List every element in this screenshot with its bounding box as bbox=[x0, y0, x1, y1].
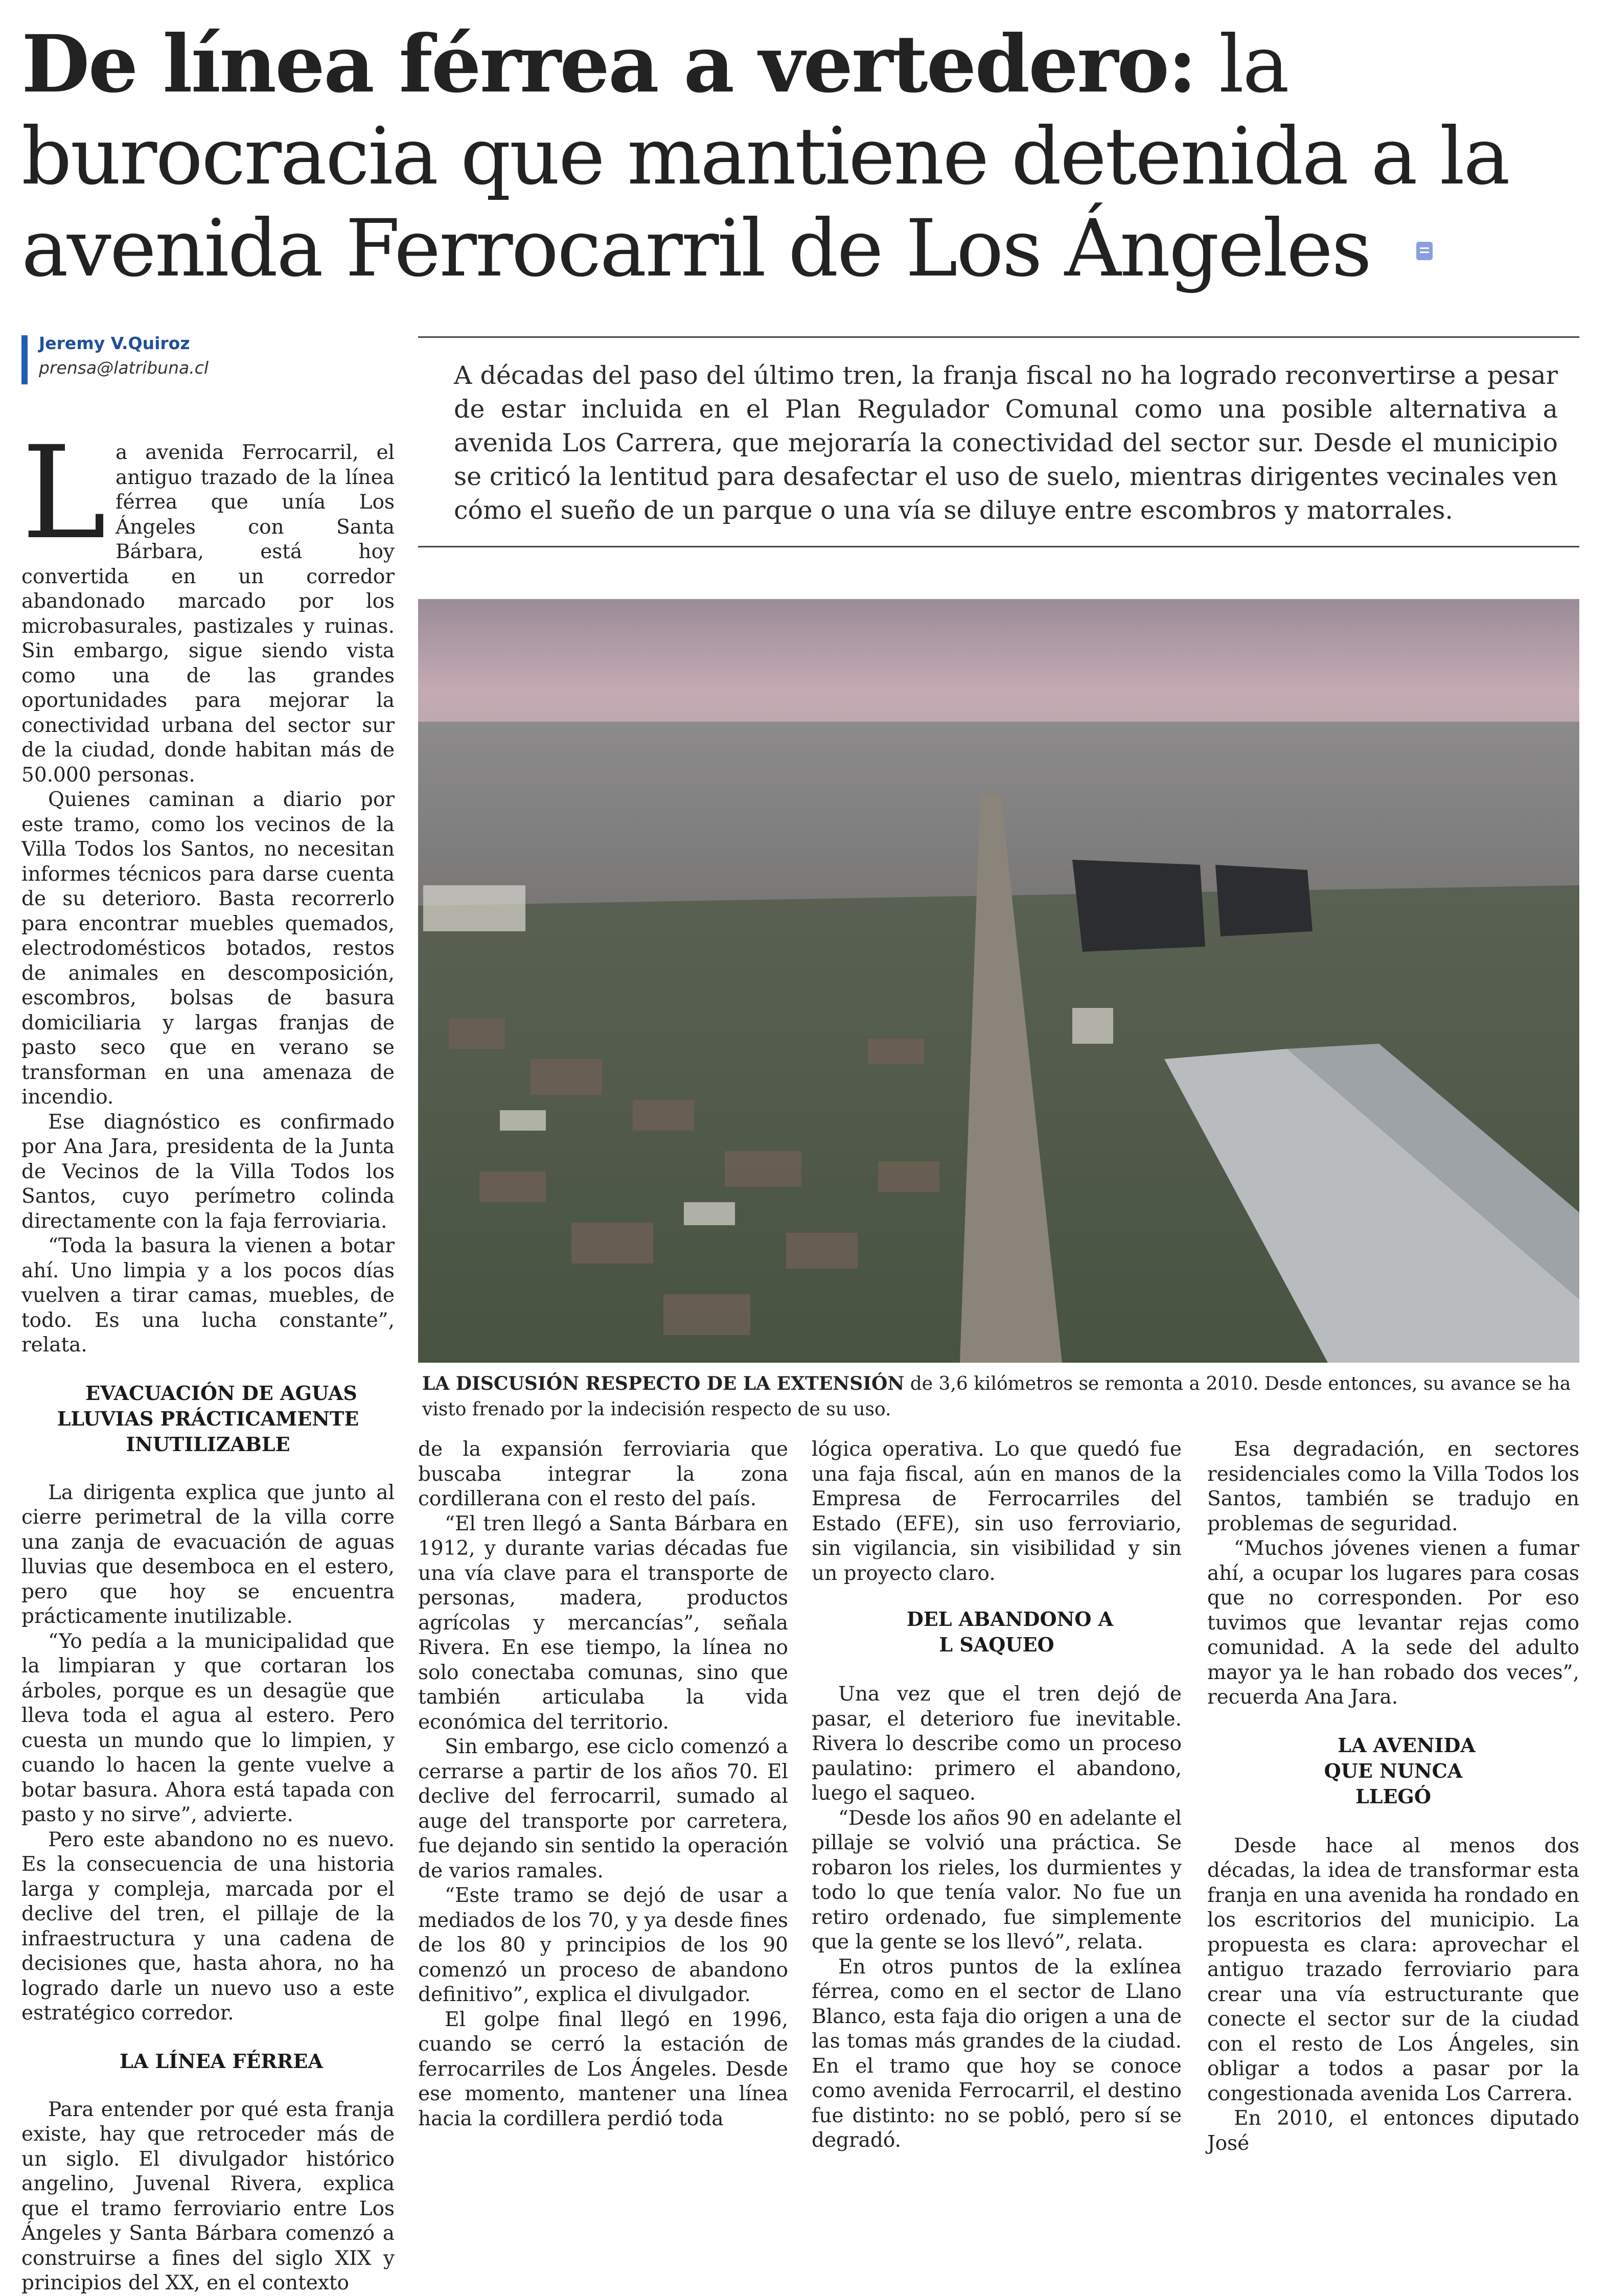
headline-bold: De línea férrea a vertedero: bbox=[21, 18, 1195, 110]
subhead: DEL ABANDONO A L SAQUEO bbox=[906, 1608, 1114, 1656]
deck-rule-bottom bbox=[418, 546, 1579, 547]
author-name: Jeremy V.Quiroz bbox=[39, 333, 190, 353]
subhead: LA LÍNEA FÉRREA bbox=[120, 2049, 323, 2073]
aerial-photo bbox=[418, 599, 1579, 1363]
caption-lead: LA DISCUSIÓN RESPECTO DE LA EXTENSIÓN bbox=[422, 1373, 905, 1394]
paragraph: En 2010, el entonces diputado José bbox=[1207, 2107, 1579, 2155]
photo-caption bbox=[422, 1371, 1579, 1422]
subhead: LA AVENIDA QUE NUNCA LLEGÓ bbox=[1324, 1733, 1476, 1808]
drop-cap: L bbox=[21, 419, 107, 567]
paragraph: La dirigenta explica que junto al cierre perimetral de la villa corre una zanja de evacuación de aguas lluvias que desemboca en el estero, pero que hoy se encuentra prácticamente inutilizable. bbox=[21, 1481, 395, 1628]
author-email[interactable]: prensa@latribuna.cl bbox=[39, 358, 209, 378]
paragraph: El golpe final llegó en 1996, cuando se cerró la estación de ferrocarriles de Los Ángeles. Desde ese momento, mantener una línea hacia la cordillera perdió toda bbox=[418, 2008, 788, 2130]
paragraph: Para entender por qué esta franja existe, hay que retroceder más de un siglo. El divulgador histórico angelino, Juvenal Rivera, explica que el tramo ferroviario entre Los Ángeles y Santa Bárbara comenzó a construirse a fines del siglo XIX y principios del XX, en el contexto bbox=[21, 2098, 395, 2294]
paragraph: de la expansión ferroviaria que buscaba integrar la zona cordillerana con el resto del país. bbox=[418, 1438, 788, 1510]
lead-paragraph: La avenida Ferrocarril, el antiguo trazado de la línea férrea que unía Los Ángeles con Santa Bárbara, está hoy convertida en un corredor abandonado marcado por los microbasurales, pastizales y ruinas. Sin embargo, sigue siendo vista como una de las grandes oportunidades para mejorar la conectividad urbana del sector sur de la ciudad, donde habitan más de 50.000 personas. bbox=[21, 419, 395, 787]
paragraph: Quienes caminan a diario por este tramo, como los vecinos de la Villa Todos los Santos, no necesitan informes técnicos para darse cuenta de su deterioro. Basta recorrerlo para encontrar muebles quemados, electrodomésticos botados, restos de animales en descomposición, escombros, bolsas de basura domiciliaria y largas franjas de pasto seco que en verano se transforman en una amenaza de incendio. bbox=[21, 788, 395, 1109]
paragraph: Esa degradación, en sectores residenciales como la Villa Todos los Santos, también se tradujo en problemas de seguridad. bbox=[1207, 1438, 1579, 1535]
paragraph: lógica operativa. Lo que quedó fue una faja fiscal, aún en manos de la Empresa de Ferrocarriles del Estado (EFE), sin uso ferroviario, sin vigilancia, sin visibilidad y sin un proyecto claro. bbox=[812, 1438, 1182, 1585]
paragraph: Sin embargo, ese ciclo comenzó a cerrarse a partir de los años 70. El declive del ferrocarril, sumado al auge del transporte por carretera, fue dejando sin sentido la operación de varios ramales. bbox=[418, 1735, 788, 1882]
byline bbox=[21, 333, 277, 385]
column-1 bbox=[21, 419, 395, 2296]
byline-bar bbox=[21, 335, 28, 384]
paragraph: Pero este abandono no es nuevo. Es la consecuencia de una historia larga y compleja, marcada por el declive del tren, el pillaje de la infraestructura y una cadena de decisiones que, hasta ahora, no ha logrado darle un nuevo uso a este estratégico corredor. bbox=[21, 1828, 395, 2025]
column-4 bbox=[1207, 1437, 1579, 2156]
paragraph: Desde hace al menos dos décadas, la idea de transformar esta franja en una avenida ha rondado en los escritorios del municipio. La propuesta es clara: aprovechar el antiguo trazado ferroviario para crear una vía estructurante que conecte el sector sur de la ciudad con el resto de Los Ángeles, sin obligar a todos a pasar por la congestionada avenida Los Carrera. bbox=[1207, 1834, 1579, 2105]
headline bbox=[21, 18, 1585, 295]
column-2 bbox=[418, 1437, 788, 2131]
paragraph: En otros puntos de la exlínea férrea, como en el sector de Llano Blanco, esta faja dio origen a una de las tomas más grandes de la ciudad. En el tramo que hoy se conoce como avenida Ferrocarril, el destino fue distinto: no se pobló, pero sí se degradó. bbox=[812, 1955, 1182, 2152]
deck-rule-top bbox=[418, 336, 1579, 338]
paragraph: “Desde los años 90 en adelante el pillaje se volvió una práctica. Se robaron los rieles, los durmientes y todo lo que tenía valor. No fue un retiro ordenado, fue simplemente que la gente se los llevó”, relata. bbox=[812, 1806, 1182, 1954]
paragraph: “El tren llegó a Santa Bárbara en 1912, y durante varias décadas fue una vía clave para el transporte de personas, madera, productos agrícolas y mercancías”, señala Rivera. En ese tiempo, la línea no solo conectaba comunas, sino que también articulaba la vida económica del territorio. bbox=[418, 1512, 788, 1734]
subhead: EVACUACIÓN DE AGUAS LLUVIAS PRÁCTICAMENTE INUTILIZABLE bbox=[57, 1381, 359, 1456]
paragraph: “Yo pedía a la municipalidad que la limpiaran y que cortaran los árboles, porque es un desagüe que lleva toda el agua al estero. Pero cuesta un mundo que lo limpien, y cuando lo hacen la gente vuelve a botar basura. Ahora está tapada con pasto y no sirve”, advierte. bbox=[21, 1629, 395, 1826]
column-3 bbox=[812, 1437, 1182, 2153]
deck: A décadas del paso del último tren, la franja fiscal no ha logrado reconvertirse a pesar de estar incluida en el Plan Regulador Comunal como una posible alternativa a avenida Los Carrera, que mejoraría la conectividad del sector sur. Desde el municipio se criticó la lentitud para desafectar el uso de suelo, mientras dirigentes vecinales ven cómo el sueño de un parque o una vía se diluye entre escombros y matorrales. bbox=[454, 361, 1558, 525]
paragraph: “Toda la basura la vienen a botar ahí. Uno limpia y a los pocos días vuelven a tirar camas, muebles, de todo. Es una lucha constante”, relata. bbox=[21, 1234, 395, 1357]
paragraph: “Muchos jóvenes vienen a fumar ahí, a ocupar los lugares para cosas que no corresponden. Por eso tuvimos que levantar rejas como comunidad. A la sede del adulto mayor ya le han robado dos veces”, recuerda Ana Jara. bbox=[1207, 1537, 1579, 1709]
headline-rest: la burocracia que mantiene detenida a la avenida Ferrocarril de Los Ángeles bbox=[21, 19, 1509, 294]
note-icon[interactable] bbox=[1416, 242, 1433, 260]
paragraph: “Este tramo se dejó de usar a mediados de los 70, y ya desde fines de los 80 y principios de los 90 comenzó un proceso de abandono definitivo”, explica el divulgador. bbox=[418, 1884, 788, 2006]
paragraph: Una vez que el tren dejó de pasar, el deterioro fue inevitable. Rivera lo describe como un proceso paulatino: primero el abandono, luego el saqueo. bbox=[812, 1683, 1182, 1805]
caption-text: de 3,6 kilómetros se remonta a 2010. Desde entonces, su avance se ha visto frenado por la indecisión respecto de su uso. bbox=[422, 1373, 1571, 1420]
paragraph: Ese diagnóstico es confirmado por Ana Jara, presidenta de la Junta de Vecinos de la Villa Todos los Santos, cuyo perímetro colinda directamente con la faja ferroviaria. bbox=[21, 1110, 395, 1233]
